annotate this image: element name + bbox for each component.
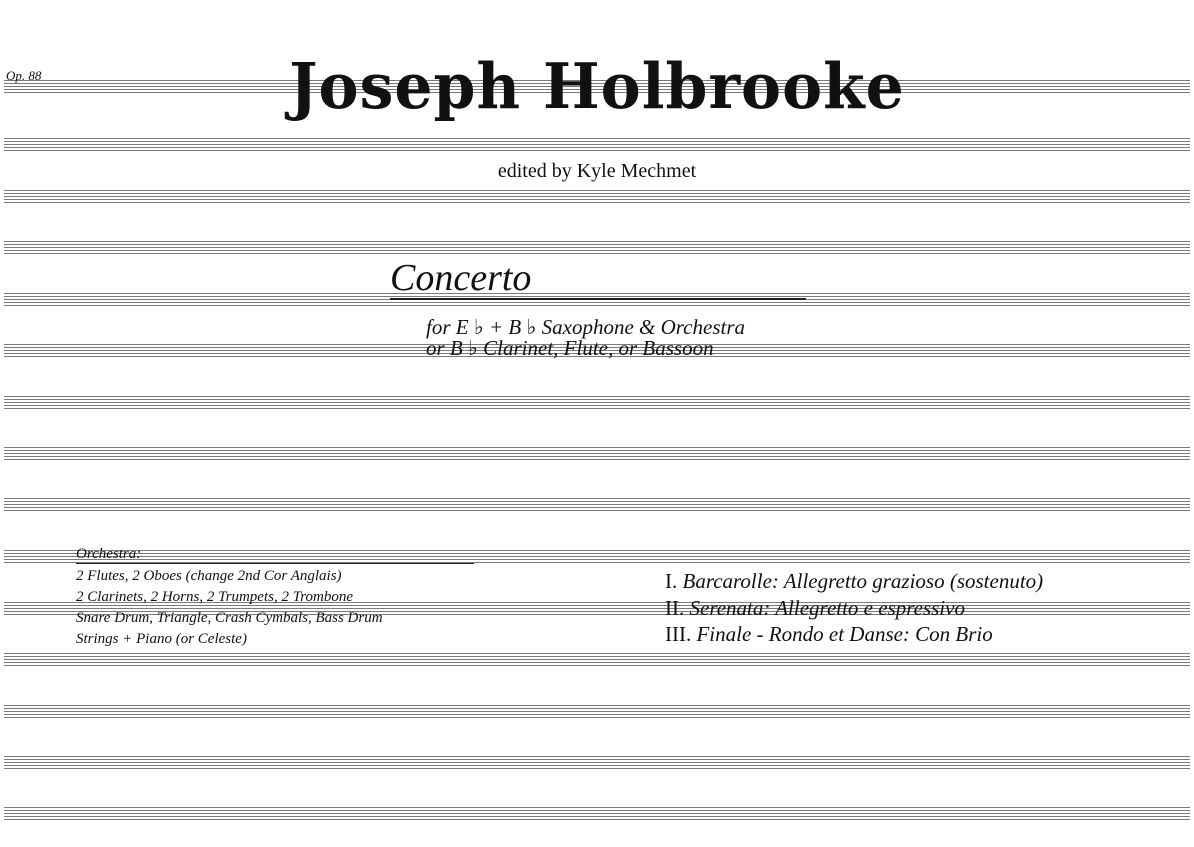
staff-line: [4, 768, 1190, 769]
staff-line: [4, 656, 1190, 657]
staff-line: [4, 408, 1190, 409]
staff-line: [4, 144, 1190, 145]
staff: [4, 138, 1190, 150]
staff-line: [4, 193, 1190, 194]
instrumentation-line-2: or B ♭ Clarinet, Flute, or Bassoon: [426, 336, 714, 360]
staff-line: [4, 714, 1190, 715]
orchestra-line: 2 Flutes, 2 Oboes (change 2nd Cor Anglais): [76, 568, 342, 584]
orchestra-line: Strings + Piano (or Celeste): [76, 631, 247, 647]
staff-line: [4, 405, 1190, 406]
staff-line: [4, 450, 1190, 451]
instrumentation-line-1: for E ♭ + B ♭ Saxophone & Orchestra: [426, 315, 745, 339]
staff-line: [4, 150, 1190, 151]
staff-line: [4, 447, 1190, 448]
movement-title: Serenata: Allegretto e espressivo: [689, 596, 965, 620]
movement-item: [665, 596, 965, 621]
staff-line: [4, 705, 1190, 706]
movement-number: III.: [665, 622, 692, 646]
staff-line: [4, 302, 1190, 303]
movement-number: II.: [665, 596, 685, 620]
staff-line: [4, 305, 1190, 306]
staff: [4, 705, 1190, 717]
staff: [4, 447, 1190, 459]
staff-line: [4, 498, 1190, 499]
staff-line: [4, 501, 1190, 502]
staff-line: [4, 147, 1190, 148]
movement-number: I.: [665, 569, 678, 593]
staff: [4, 756, 1190, 768]
orchestra-heading: Orchestra:: [76, 545, 474, 564]
editor-credit: edited by Kyle Mechmet: [497, 160, 697, 182]
staff-line: [4, 816, 1190, 817]
staff-line: [4, 199, 1190, 200]
movement-title: Barcarolle: Allegretto grazioso (sostenuto): [682, 569, 1044, 593]
movement-item: [665, 622, 993, 647]
staff-line: [4, 504, 1190, 505]
staff-line: [4, 453, 1190, 454]
composer-name: Joseph Holbrooke: [289, 50, 905, 124]
staff-line: [4, 653, 1190, 654]
movement-title: Finale - Rondo et Danse: Con Brio: [696, 622, 993, 646]
orchestra-line: Snare Drum, Triangle, Crash Cymbals, Bass Drum: [76, 610, 383, 626]
staff-line: [4, 819, 1190, 820]
staff-line: [4, 813, 1190, 814]
staff-line: [4, 456, 1190, 457]
staff-line: [4, 759, 1190, 760]
staff-line: [4, 762, 1190, 763]
staff: [4, 241, 1190, 253]
staff-line: [4, 253, 1190, 254]
staff-line: [4, 196, 1190, 197]
movement-item: [665, 569, 1043, 594]
staff-line: [4, 241, 1190, 242]
staff-line: [4, 608, 1190, 609]
staff-line: [4, 717, 1190, 718]
staff-line: [4, 141, 1190, 142]
staff-line: [4, 396, 1190, 397]
staff-line: [4, 659, 1190, 660]
staff-line: [4, 756, 1190, 757]
staff-line: [4, 510, 1190, 511]
staff-line: [4, 810, 1190, 811]
staff-line: [4, 247, 1190, 248]
staff-line: [4, 807, 1190, 808]
staff-line: [4, 662, 1190, 663]
staff: [4, 807, 1190, 819]
staff-line: [4, 244, 1190, 245]
staff-line: [4, 202, 1190, 203]
staff-line: [4, 250, 1190, 251]
staff: [4, 190, 1190, 202]
staff: [4, 653, 1190, 665]
staff-line: [4, 459, 1190, 460]
orchestra-line: 2 Clarinets, 2 Horns, 2 Trumpets, 2 Trombone: [76, 589, 353, 605]
staff-line: [4, 765, 1190, 766]
staff-line: [4, 190, 1190, 191]
opus-number: Op. 88: [6, 68, 42, 83]
staff: [4, 498, 1190, 510]
staff-line: [4, 507, 1190, 508]
work-title: Concerto: [390, 258, 806, 300]
staff-line: [4, 138, 1190, 139]
staff-line: [4, 665, 1190, 666]
staff: [4, 396, 1190, 408]
staff-line: [4, 402, 1190, 403]
staff-line: [4, 399, 1190, 400]
staff-line: [4, 708, 1190, 709]
staff-line: [4, 711, 1190, 712]
